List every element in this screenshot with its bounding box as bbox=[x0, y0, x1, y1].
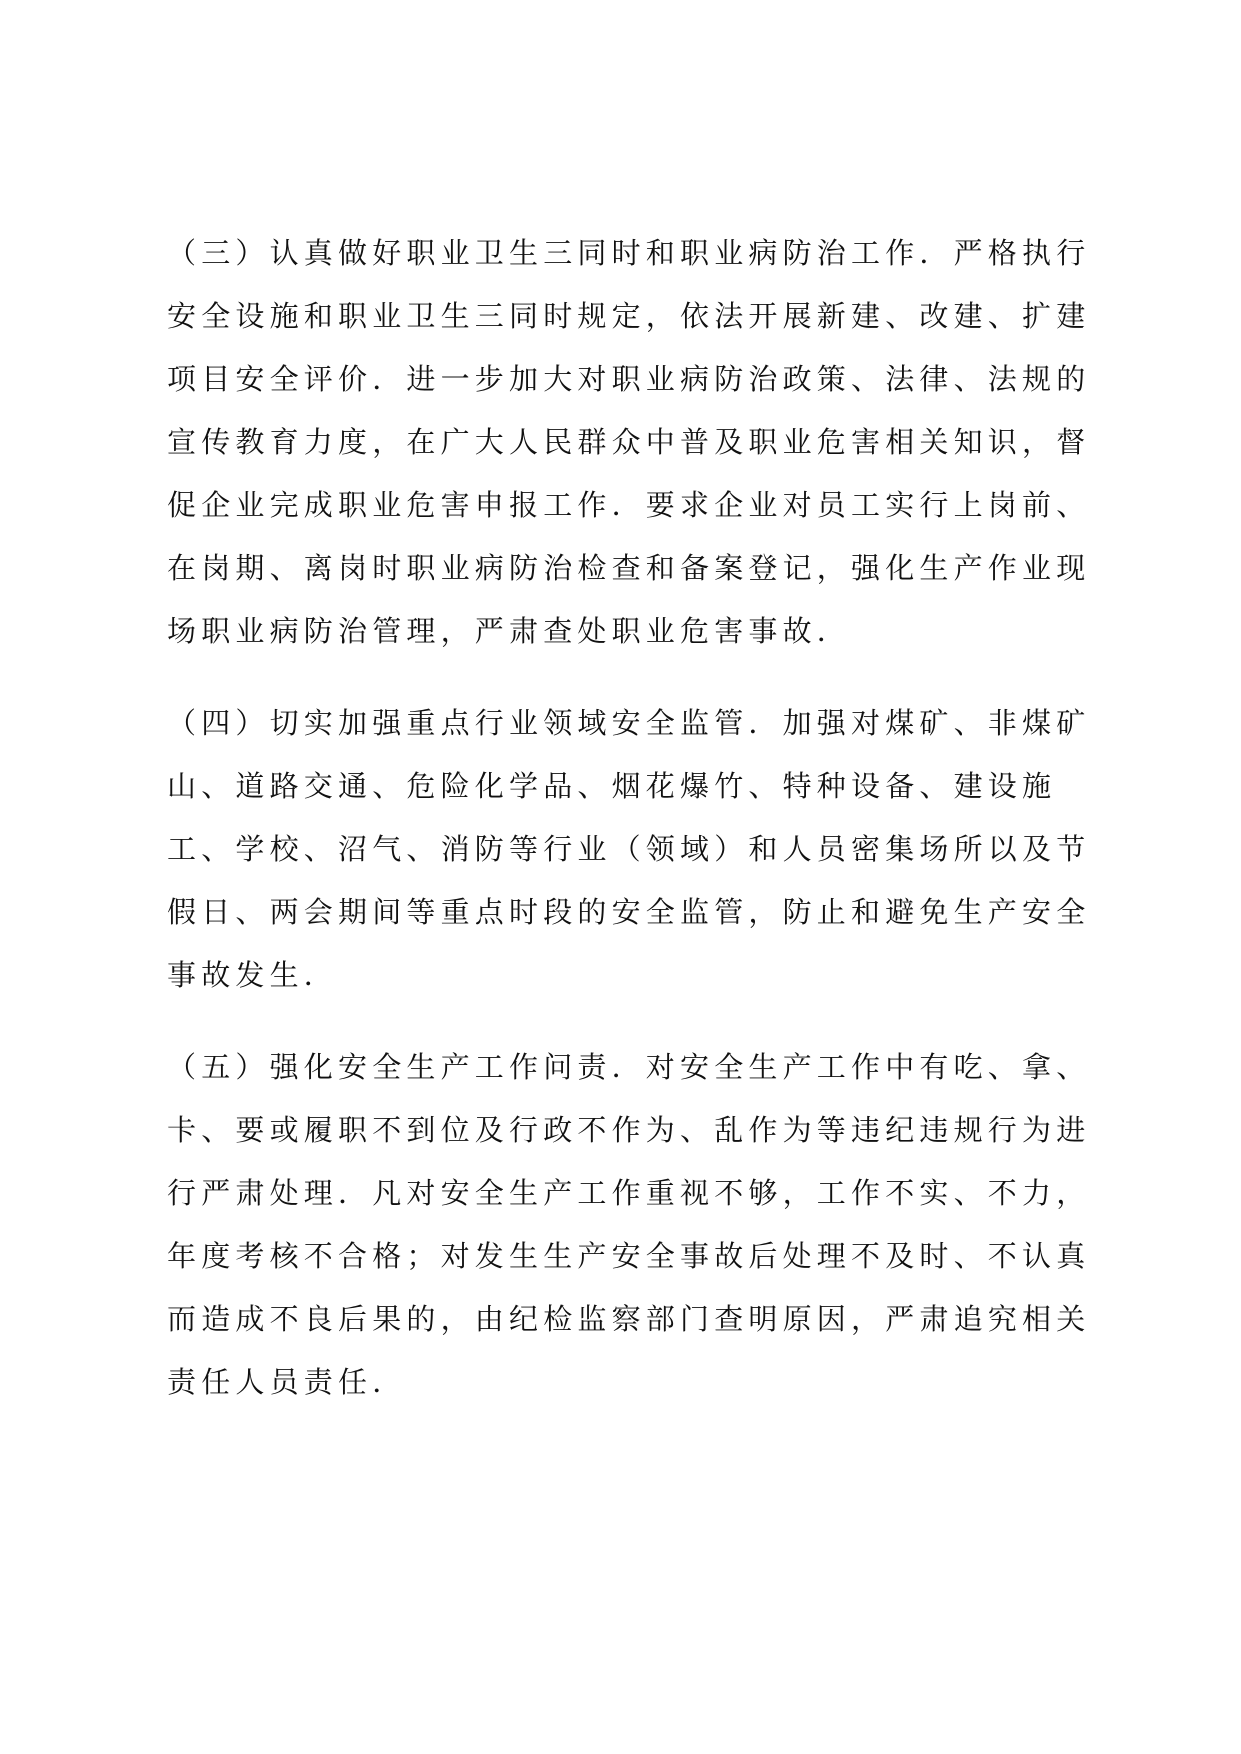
text-line: 场职业病防治管理，严肃查处职业危害事故． bbox=[167, 614, 852, 648]
text-line: 工、学校、沼气、消防等行业（领域）和人员密集场所以及节 bbox=[167, 832, 1091, 866]
paragraph-key-industry-supervision bbox=[167, 692, 1091, 1007]
text-line: 行严肃处理．凡对安全生产工作重视不够，工作不实、不力， bbox=[167, 1176, 1091, 1210]
text-line: 而造成不良后果的，由纪检监察部门查明原因，严肃追究相关 bbox=[167, 1302, 1091, 1336]
text-line: 在岗期、离岗时职业病防治检查和备案登记，强化生产作业现 bbox=[167, 551, 1091, 585]
text-line: 责任人员责任． bbox=[167, 1365, 407, 1399]
text-line: 项目安全评价．进一步加大对职业病防治政策、法律、法规的 bbox=[167, 362, 1091, 396]
text-line: （五）强化安全生产工作问责．对安全生产工作中有吃、拿、 bbox=[167, 1050, 1091, 1084]
paragraph-occupational-health bbox=[167, 222, 1091, 663]
text-line: 山、道路交通、危险化学品、烟花爆竹、特种设备、建设施 bbox=[167, 769, 1057, 803]
text-line: 卡、要或履职不到位及行政不作为、乱作为等违纪违规行为进 bbox=[167, 1113, 1091, 1147]
text-line: 促企业完成职业危害申报工作．要求企业对员工实行上岗前、 bbox=[167, 488, 1091, 522]
text-line: 宣传教育力度，在广大人民群众中普及职业危害相关知识，督 bbox=[167, 425, 1091, 459]
text-line: 年度考核不合格；对发生生产安全事故后处理不及时、不认真 bbox=[167, 1239, 1091, 1273]
text-line: 假日、两会期间等重点时段的安全监管，防止和避免生产安全 bbox=[167, 895, 1091, 929]
text-line: 事故发生． bbox=[167, 958, 339, 992]
text-line: （三）认真做好职业卫生三同时和职业病防治工作．严格执行 bbox=[167, 236, 1091, 270]
text-line: 安全设施和职业卫生三同时规定，依法开展新建、改建、扩建 bbox=[167, 299, 1091, 333]
paragraph-accountability bbox=[167, 1036, 1091, 1414]
text-line: （四）切实加强重点行业领域安全监管．加强对煤矿、非煤矿 bbox=[167, 706, 1091, 740]
